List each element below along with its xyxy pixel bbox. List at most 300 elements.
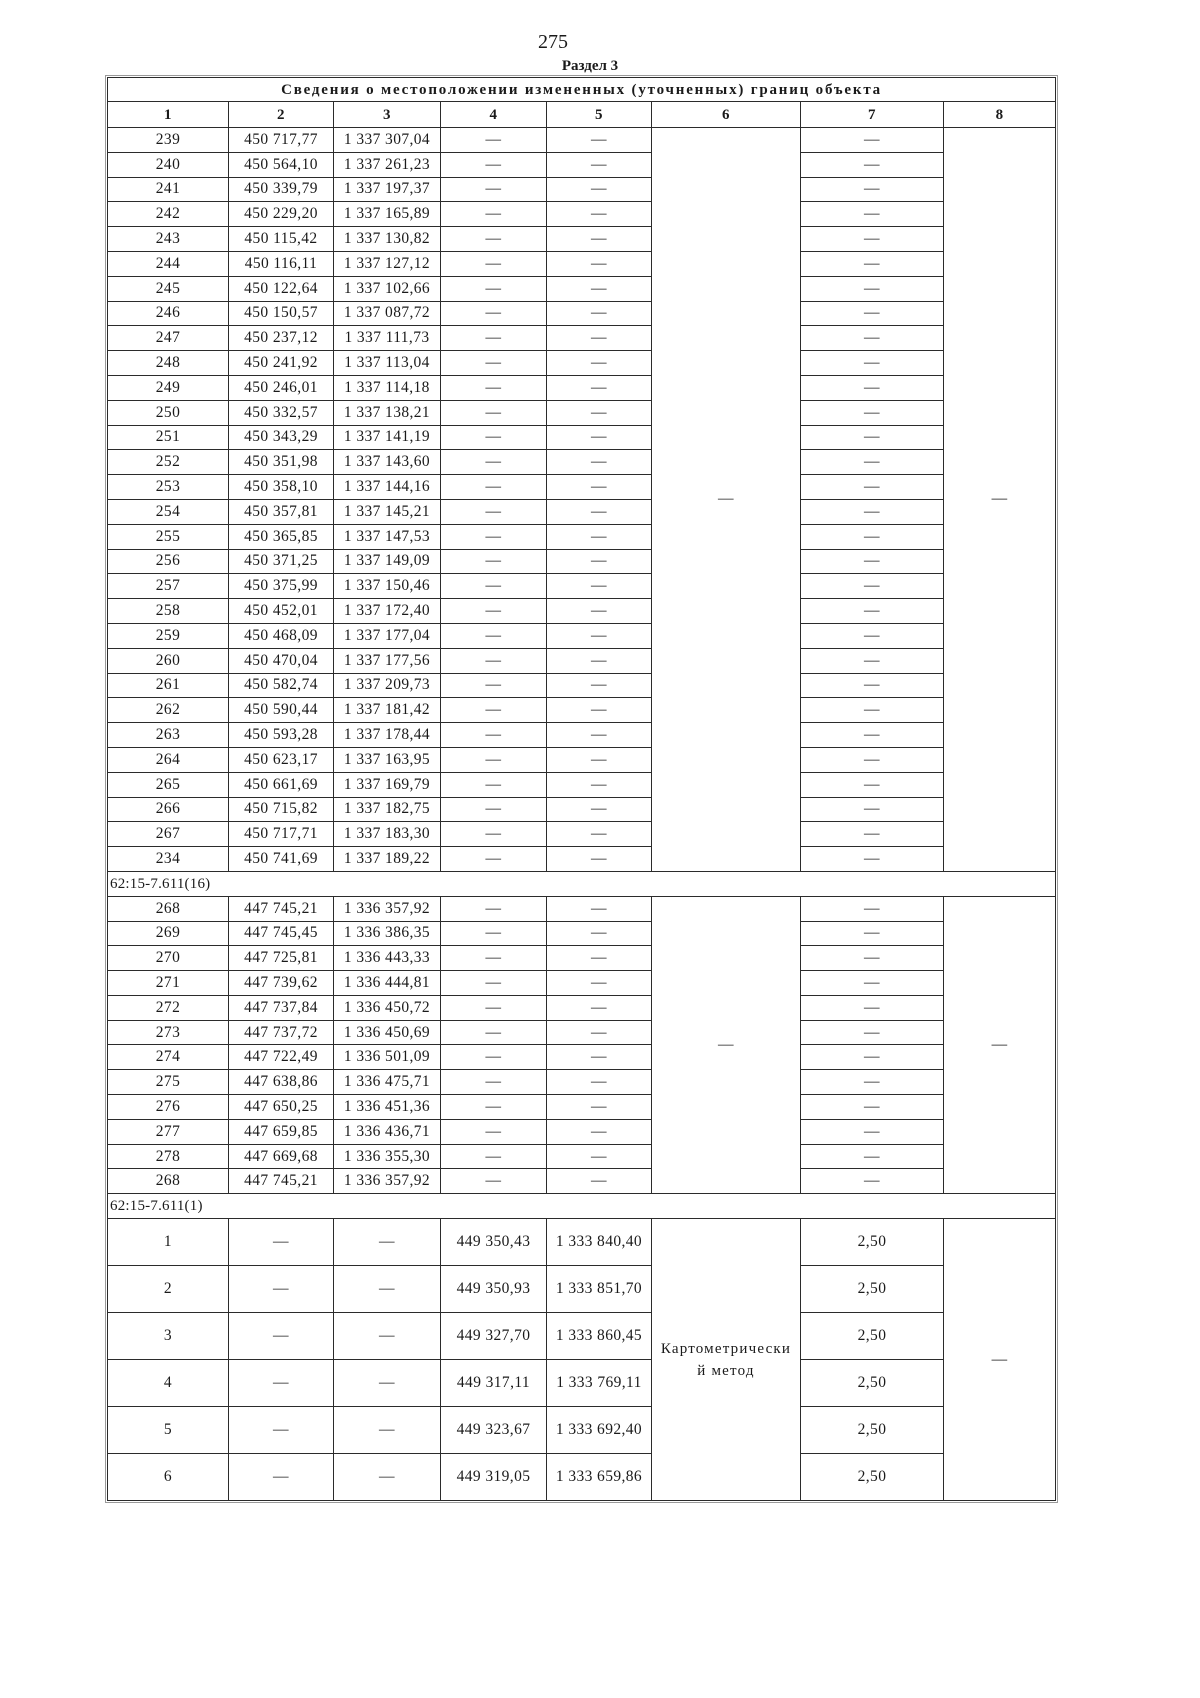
point-number: 248	[108, 351, 229, 376]
column-number-3: 3	[334, 102, 441, 128]
existing-y-coordinate: 1 336 444,81	[334, 971, 441, 996]
point-number: 267	[108, 822, 229, 847]
refined-y-coordinate: 1 333 840,40	[547, 1219, 652, 1266]
refined-y-coordinate: —	[547, 847, 652, 872]
refined-x-coordinate: —	[441, 1020, 547, 1045]
existing-y-coordinate: 1 337 261,23	[334, 152, 441, 177]
table-row	[108, 375, 1056, 400]
point-number: 268	[108, 896, 229, 921]
mean-square-error: —	[801, 549, 944, 574]
table-row	[108, 326, 1056, 351]
column-number-5: 5	[547, 102, 652, 128]
existing-x-coordinate: 450 229,20	[229, 202, 334, 227]
existing-y-coordinate: 1 337 182,75	[334, 797, 441, 822]
existing-x-coordinate: 450 343,29	[229, 425, 334, 450]
refined-y-coordinate: 1 333 769,11	[547, 1360, 652, 1407]
existing-y-coordinate: 1 337 114,18	[334, 375, 441, 400]
mean-square-error: —	[801, 1095, 944, 1120]
coordinate-method-line: Картометрически	[660, 1340, 792, 1357]
coordinate-method: —	[652, 896, 801, 1194]
table-row	[108, 896, 1056, 921]
existing-y-coordinate: 1 337 113,04	[334, 351, 441, 376]
existing-x-coordinate: 450 358,10	[229, 475, 334, 500]
refined-x-coordinate: —	[441, 400, 547, 425]
mean-square-error: —	[801, 623, 944, 648]
column-number-1: 1	[108, 102, 229, 128]
table-row	[108, 747, 1056, 772]
mean-square-error: —	[801, 227, 944, 252]
existing-y-coordinate: 1 336 475,71	[334, 1070, 441, 1095]
mean-square-error: —	[801, 896, 944, 921]
table-row	[108, 1169, 1056, 1194]
refined-x-coordinate: 449 317,11	[441, 1360, 547, 1407]
existing-x-coordinate: 447 669,68	[229, 1144, 334, 1169]
refined-y-coordinate: 1 333 860,45	[547, 1313, 652, 1360]
mean-square-error: —	[801, 400, 944, 425]
existing-x-coordinate: —	[229, 1266, 334, 1313]
coordinate-method-line: й метод	[697, 1362, 755, 1379]
refined-x-coordinate: —	[441, 723, 547, 748]
refined-y-coordinate: —	[547, 276, 652, 301]
point-number: 4	[108, 1360, 229, 1407]
refined-x-coordinate: —	[441, 202, 547, 227]
table-row	[108, 971, 1056, 996]
table-row	[108, 995, 1056, 1020]
point-number: 262	[108, 698, 229, 723]
refined-y-coordinate: —	[547, 1045, 652, 1070]
refined-y-coordinate: —	[547, 351, 652, 376]
refined-y-coordinate: —	[547, 400, 652, 425]
existing-x-coordinate: 447 722,49	[229, 1045, 334, 1070]
point-number: 273	[108, 1020, 229, 1045]
refined-y-coordinate: —	[547, 673, 652, 698]
column-number-8: 8	[944, 102, 1056, 128]
table-caption: Сведения о местоположении измененных (уточненных) границ объекта	[108, 78, 1056, 102]
table-row	[108, 1313, 1056, 1360]
refined-x-coordinate: —	[441, 1119, 547, 1144]
point-number: 247	[108, 326, 229, 351]
mean-square-error: —	[801, 499, 944, 524]
point-number: 246	[108, 301, 229, 326]
mean-square-error: —	[801, 177, 944, 202]
refined-y-coordinate: —	[547, 524, 652, 549]
refined-x-coordinate: —	[441, 499, 547, 524]
table-row	[108, 648, 1056, 673]
existing-x-coordinate: 450 582,74	[229, 673, 334, 698]
existing-x-coordinate: 450 468,09	[229, 623, 334, 648]
existing-y-coordinate: 1 337 169,79	[334, 772, 441, 797]
mean-square-error: —	[801, 747, 944, 772]
mean-square-error: —	[801, 351, 944, 376]
column-number-2: 2	[229, 102, 334, 128]
refined-y-coordinate: —	[547, 499, 652, 524]
table-row	[108, 202, 1056, 227]
existing-y-coordinate: 1 337 147,53	[334, 524, 441, 549]
refined-x-coordinate: —	[441, 747, 547, 772]
point-number: 260	[108, 648, 229, 673]
existing-y-coordinate: 1 336 355,30	[334, 1144, 441, 1169]
mean-square-error: 2,50	[801, 1407, 944, 1454]
refined-x-coordinate: —	[441, 301, 547, 326]
refined-x-coordinate: —	[441, 475, 547, 500]
point-number: 277	[108, 1119, 229, 1144]
point-number: 263	[108, 723, 229, 748]
refined-y-coordinate: —	[547, 574, 652, 599]
existing-y-coordinate: 1 336 357,92	[334, 1169, 441, 1194]
column-number-6: 6	[652, 102, 801, 128]
point-number: 234	[108, 847, 229, 872]
page-number: 275	[538, 31, 568, 53]
mean-square-error: —	[801, 1045, 944, 1070]
existing-y-coordinate: 1 336 450,69	[334, 1020, 441, 1045]
existing-x-coordinate: —	[229, 1313, 334, 1360]
table-row	[108, 1360, 1056, 1407]
table-row	[108, 425, 1056, 450]
existing-x-coordinate: 450 122,64	[229, 276, 334, 301]
refined-x-coordinate: —	[441, 1095, 547, 1120]
point-description: —	[944, 128, 1056, 872]
group-label-row	[108, 1194, 1056, 1219]
existing-x-coordinate: 450 717,77	[229, 128, 334, 153]
existing-x-coordinate: 450 246,01	[229, 375, 334, 400]
mean-square-error: —	[801, 375, 944, 400]
table-row	[108, 400, 1056, 425]
mean-square-error: —	[801, 648, 944, 673]
existing-x-coordinate: 450 593,28	[229, 723, 334, 748]
boundary-coordinates-table	[107, 77, 1056, 1501]
mean-square-error: —	[801, 1144, 944, 1169]
mean-square-error: —	[801, 847, 944, 872]
point-number: 259	[108, 623, 229, 648]
refined-x-coordinate: —	[441, 524, 547, 549]
table-row	[108, 1020, 1056, 1045]
existing-y-coordinate: 1 337 111,73	[334, 326, 441, 351]
point-number: 254	[108, 499, 229, 524]
mean-square-error: —	[801, 1070, 944, 1095]
point-number: 5	[108, 1407, 229, 1454]
point-number: 1	[108, 1219, 229, 1266]
table-row	[108, 450, 1056, 475]
existing-x-coordinate: 450 717,71	[229, 822, 334, 847]
mean-square-error: —	[801, 772, 944, 797]
refined-x-coordinate: —	[441, 921, 547, 946]
existing-y-coordinate: 1 337 127,12	[334, 251, 441, 276]
mean-square-error: —	[801, 797, 944, 822]
refined-x-coordinate: —	[441, 549, 547, 574]
refined-x-coordinate: —	[441, 648, 547, 673]
table-body	[108, 128, 1056, 1501]
existing-y-coordinate: 1 337 163,95	[334, 747, 441, 772]
existing-y-coordinate: 1 337 143,60	[334, 450, 441, 475]
mean-square-error: —	[801, 475, 944, 500]
existing-y-coordinate: 1 337 189,22	[334, 847, 441, 872]
point-number: 242	[108, 202, 229, 227]
refined-y-coordinate: —	[547, 152, 652, 177]
refined-y-coordinate: —	[547, 747, 652, 772]
refined-y-coordinate: —	[547, 1144, 652, 1169]
refined-y-coordinate: —	[547, 549, 652, 574]
existing-y-coordinate: 1 337 181,42	[334, 698, 441, 723]
point-number: 278	[108, 1144, 229, 1169]
existing-y-coordinate: 1 336 443,33	[334, 946, 441, 971]
existing-y-coordinate: —	[334, 1407, 441, 1454]
existing-y-coordinate: 1 336 357,92	[334, 896, 441, 921]
existing-x-coordinate: 450 116,11	[229, 251, 334, 276]
point-number: 275	[108, 1070, 229, 1095]
mean-square-error: —	[801, 301, 944, 326]
existing-x-coordinate: 450 715,82	[229, 797, 334, 822]
table-row	[108, 599, 1056, 624]
existing-x-coordinate: —	[229, 1219, 334, 1266]
point-description: —	[944, 896, 1056, 1194]
point-number: 249	[108, 375, 229, 400]
existing-y-coordinate: 1 337 165,89	[334, 202, 441, 227]
mean-square-error: 2,50	[801, 1360, 944, 1407]
refined-y-coordinate: —	[547, 1095, 652, 1120]
point-number: 272	[108, 995, 229, 1020]
point-number: 241	[108, 177, 229, 202]
existing-x-coordinate: 450 357,81	[229, 499, 334, 524]
existing-x-coordinate: 447 737,72	[229, 1020, 334, 1045]
table-row	[108, 921, 1056, 946]
table-row	[108, 524, 1056, 549]
table-row	[108, 1095, 1056, 1120]
refined-x-coordinate: —	[441, 599, 547, 624]
table-row	[108, 128, 1056, 153]
existing-x-coordinate: 450 371,25	[229, 549, 334, 574]
table-row	[108, 847, 1056, 872]
table-row	[108, 301, 1056, 326]
refined-x-coordinate: —	[441, 375, 547, 400]
mean-square-error: —	[801, 723, 944, 748]
existing-x-coordinate: 447 650,25	[229, 1095, 334, 1120]
existing-y-coordinate: 1 337 172,40	[334, 599, 441, 624]
refined-y-coordinate: —	[547, 1020, 652, 1045]
refined-y-coordinate: —	[547, 425, 652, 450]
mean-square-error: —	[801, 673, 944, 698]
mean-square-error: —	[801, 698, 944, 723]
existing-y-coordinate: —	[334, 1360, 441, 1407]
refined-y-coordinate: —	[547, 995, 652, 1020]
existing-y-coordinate: 1 337 150,46	[334, 574, 441, 599]
table-row	[108, 227, 1056, 252]
point-number: 258	[108, 599, 229, 624]
refined-y-coordinate: —	[547, 623, 652, 648]
existing-y-coordinate: 1 337 145,21	[334, 499, 441, 524]
column-number-row	[108, 102, 1056, 128]
existing-x-coordinate: 447 638,86	[229, 1070, 334, 1095]
existing-y-coordinate: —	[334, 1313, 441, 1360]
point-number: 256	[108, 549, 229, 574]
existing-x-coordinate: 450 661,69	[229, 772, 334, 797]
existing-x-coordinate: 450 339,79	[229, 177, 334, 202]
point-number: 276	[108, 1095, 229, 1120]
existing-y-coordinate: 1 337 130,82	[334, 227, 441, 252]
refined-x-coordinate: —	[441, 822, 547, 847]
mean-square-error: —	[801, 152, 944, 177]
existing-y-coordinate: 1 337 177,56	[334, 648, 441, 673]
existing-x-coordinate: 450 623,17	[229, 747, 334, 772]
point-number: 252	[108, 450, 229, 475]
mean-square-error: —	[801, 251, 944, 276]
refined-x-coordinate: 449 327,70	[441, 1313, 547, 1360]
mean-square-error: —	[801, 946, 944, 971]
refined-x-coordinate: —	[441, 326, 547, 351]
mean-square-error: —	[801, 921, 944, 946]
refined-y-coordinate: —	[547, 202, 652, 227]
refined-y-coordinate: —	[547, 475, 652, 500]
refined-x-coordinate: —	[441, 227, 547, 252]
point-number: 251	[108, 425, 229, 450]
mean-square-error: —	[801, 1119, 944, 1144]
existing-y-coordinate: 1 337 138,21	[334, 400, 441, 425]
refined-x-coordinate: —	[441, 351, 547, 376]
existing-x-coordinate: 450 470,04	[229, 648, 334, 673]
point-number: 240	[108, 152, 229, 177]
refined-x-coordinate: —	[441, 971, 547, 996]
existing-y-coordinate: 1 337 102,66	[334, 276, 441, 301]
table-row	[108, 1266, 1056, 1313]
refined-y-coordinate: —	[547, 128, 652, 153]
existing-y-coordinate: 1 337 209,73	[334, 673, 441, 698]
refined-x-coordinate: —	[441, 1144, 547, 1169]
coordinate-method	[652, 1219, 801, 1501]
existing-x-coordinate: 450 241,92	[229, 351, 334, 376]
refined-y-coordinate: —	[547, 326, 652, 351]
existing-y-coordinate: —	[334, 1266, 441, 1313]
refined-x-coordinate: 449 323,67	[441, 1407, 547, 1454]
refined-x-coordinate: —	[441, 177, 547, 202]
refined-x-coordinate: 449 319,05	[441, 1454, 547, 1501]
existing-y-coordinate: 1 336 501,09	[334, 1045, 441, 1070]
refined-y-coordinate: —	[547, 896, 652, 921]
table-row	[108, 351, 1056, 376]
table-row	[108, 772, 1056, 797]
table-row	[108, 673, 1056, 698]
existing-y-coordinate: 1 337 177,04	[334, 623, 441, 648]
refined-x-coordinate: —	[441, 847, 547, 872]
refined-y-coordinate: —	[547, 1070, 652, 1095]
caption-row	[108, 78, 1056, 102]
existing-y-coordinate: 1 337 144,16	[334, 475, 441, 500]
point-number: 250	[108, 400, 229, 425]
mean-square-error: —	[801, 599, 944, 624]
existing-x-coordinate: 450 237,12	[229, 326, 334, 351]
refined-x-coordinate: —	[441, 1169, 547, 1194]
existing-x-coordinate: —	[229, 1407, 334, 1454]
refined-y-coordinate: —	[547, 946, 652, 971]
existing-x-coordinate: 450 332,57	[229, 400, 334, 425]
column-number-7: 7	[801, 102, 944, 128]
table-row	[108, 1045, 1056, 1070]
table-row	[108, 499, 1056, 524]
mean-square-error: —	[801, 326, 944, 351]
table-row	[108, 1407, 1056, 1454]
point-number: 257	[108, 574, 229, 599]
refined-y-coordinate: —	[547, 450, 652, 475]
existing-y-coordinate: 1 337 183,30	[334, 822, 441, 847]
existing-y-coordinate: 1 336 386,35	[334, 921, 441, 946]
refined-x-coordinate: —	[441, 946, 547, 971]
mean-square-error: —	[801, 574, 944, 599]
point-number: 274	[108, 1045, 229, 1070]
existing-y-coordinate: 1 337 141,19	[334, 425, 441, 450]
table-row	[108, 698, 1056, 723]
existing-x-coordinate: 447 737,84	[229, 995, 334, 1020]
table-row	[108, 475, 1056, 500]
table-row	[108, 1454, 1056, 1501]
existing-y-coordinate: 1 336 436,71	[334, 1119, 441, 1144]
refined-x-coordinate: —	[441, 450, 547, 475]
existing-x-coordinate: 450 150,57	[229, 301, 334, 326]
existing-y-coordinate: 1 336 451,36	[334, 1095, 441, 1120]
refined-y-coordinate: —	[547, 822, 652, 847]
refined-x-coordinate: —	[441, 425, 547, 450]
existing-x-coordinate: 447 725,81	[229, 946, 334, 971]
refined-x-coordinate: —	[441, 1045, 547, 1070]
refined-y-coordinate: —	[547, 1169, 652, 1194]
refined-y-coordinate: —	[547, 599, 652, 624]
mean-square-error: —	[801, 128, 944, 153]
mean-square-error: 2,50	[801, 1454, 944, 1501]
table-row	[108, 723, 1056, 748]
point-number: 264	[108, 747, 229, 772]
point-number: 3	[108, 1313, 229, 1360]
existing-y-coordinate: —	[334, 1219, 441, 1266]
mean-square-error: —	[801, 822, 944, 847]
point-number: 6	[108, 1454, 229, 1501]
mean-square-error: 2,50	[801, 1219, 944, 1266]
refined-y-coordinate: —	[547, 921, 652, 946]
refined-y-coordinate: 1 333 851,70	[547, 1266, 652, 1313]
point-number: 266	[108, 797, 229, 822]
mean-square-error: —	[801, 971, 944, 996]
point-number: 245	[108, 276, 229, 301]
table-row	[108, 1144, 1056, 1169]
existing-x-coordinate: 450 741,69	[229, 847, 334, 872]
table-row	[108, 152, 1056, 177]
refined-y-coordinate: 1 333 659,86	[547, 1454, 652, 1501]
refined-y-coordinate: —	[547, 648, 652, 673]
refined-y-coordinate: —	[547, 1119, 652, 1144]
refined-x-coordinate: —	[441, 1070, 547, 1095]
refined-y-coordinate: 1 333 692,40	[547, 1407, 652, 1454]
existing-y-coordinate: 1 337 197,37	[334, 177, 441, 202]
section-title: Раздел 3	[561, 58, 619, 74]
mean-square-error: —	[801, 450, 944, 475]
existing-x-coordinate: —	[229, 1454, 334, 1501]
existing-x-coordinate: 447 745,45	[229, 921, 334, 946]
existing-x-coordinate: 450 115,42	[229, 227, 334, 252]
table-row	[108, 623, 1056, 648]
refined-x-coordinate: —	[441, 574, 547, 599]
existing-y-coordinate: 1 337 087,72	[334, 301, 441, 326]
existing-x-coordinate: 447 659,85	[229, 1119, 334, 1144]
refined-y-coordinate: —	[547, 698, 652, 723]
refined-y-coordinate: —	[547, 375, 652, 400]
existing-x-coordinate: 447 745,21	[229, 896, 334, 921]
refined-y-coordinate: —	[547, 971, 652, 996]
refined-x-coordinate: 449 350,93	[441, 1266, 547, 1313]
cadastral-number-label: 62:15-7.611(16)	[108, 871, 1056, 896]
point-number: 268	[108, 1169, 229, 1194]
refined-y-coordinate: —	[547, 301, 652, 326]
column-number-4: 4	[441, 102, 547, 128]
existing-x-coordinate: 450 351,98	[229, 450, 334, 475]
cadastral-number-label: 62:15-7.611(1)	[108, 1194, 1056, 1219]
point-number: 253	[108, 475, 229, 500]
table-row	[108, 177, 1056, 202]
